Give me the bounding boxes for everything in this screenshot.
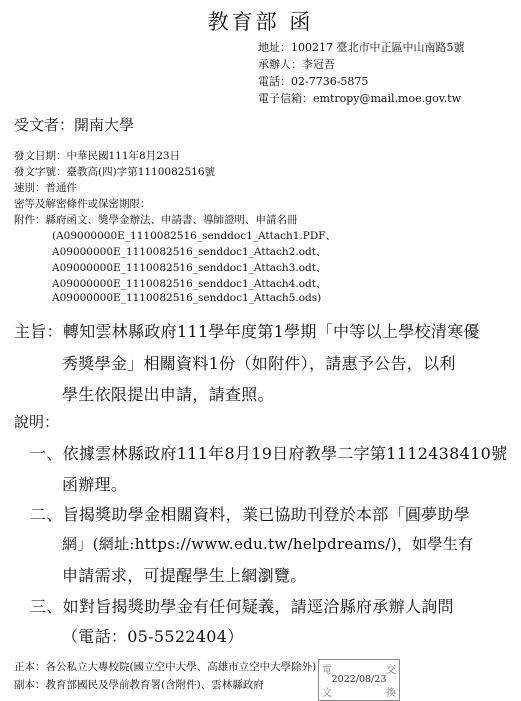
attachment-line: (A09000000E_1110082516_senddoc1_Attach1.PDF、 bbox=[52, 230, 337, 242]
issue-date: 發文日期：中華民國111年8月23日 bbox=[14, 150, 181, 162]
recipient: 受文者：開南大學 bbox=[14, 116, 135, 134]
original-recipients: 正本：各公私立大專校院(國立空中大學、高雄市立空中大學除外) bbox=[14, 661, 317, 673]
stamp-char: 文 bbox=[322, 688, 332, 699]
copy-recipients: 副本：教育部國民及學前教育署(含附件)、雲林縣政府 bbox=[14, 679, 264, 691]
sender-phone: 電話：02-7736-5875 bbox=[258, 75, 369, 88]
sender-email: 電子信箱：emtropy@mail.moe.gov.tw bbox=[258, 92, 461, 105]
sender-handler: 承辦人：李冠吾 bbox=[258, 58, 335, 71]
explanation-heading: 說明： bbox=[14, 413, 60, 431]
stamp-char: 換 bbox=[386, 688, 396, 699]
exchange-stamp bbox=[318, 659, 400, 701]
attachment-line: A09000000E_1110082516_senddoc1_Attach5.ods) bbox=[52, 292, 322, 304]
delivery-speed: 速別：普通件 bbox=[14, 182, 77, 194]
secrecy-level: 密等及解密條件或保密期限： bbox=[14, 198, 151, 210]
letter-title: 教育部 函 bbox=[207, 10, 314, 34]
explanation-item-3: （電話：05-5522404） bbox=[62, 627, 244, 646]
subject-line: 主旨：轉知雲林縣政府111學年度第1學期「中等以上學校清寒優 bbox=[14, 322, 480, 341]
explanation-item-2: 網」(網址:https://www.edu.tw/helpdreams/)，如學生有 bbox=[62, 535, 474, 553]
explanation-item-2: 二、旨揭獎助學金相關資料，業已協助刊登於本部「圓夢助學 bbox=[30, 505, 471, 524]
sender-address: 地址：100217 臺北市中正區中山南路5號 bbox=[258, 41, 465, 54]
attachment-line: A09000000E_1110082516_senddoc1_Attach4.odt、 bbox=[52, 278, 327, 290]
explanation-item-3: 三、如對旨揭獎助學金有任何疑義，請逕洽縣府承辦人詢問 bbox=[30, 597, 454, 616]
explanation-item-1: 一、依據雲林縣政府111年8月19日府教學二字第1112438410號 bbox=[30, 444, 508, 463]
issue-number: 發文字號：臺教高(四)字第1110082516號 bbox=[14, 166, 215, 178]
attachments-heading: 附件：縣府函文、獎學金辦法、申請書、導師證明、申請名冊 bbox=[14, 214, 298, 226]
explanation-item-1: 函辦理。 bbox=[62, 475, 128, 494]
stamp-char: 電 bbox=[322, 665, 332, 676]
stamp-date: 2022/08/23 bbox=[331, 674, 387, 685]
attachment-line: A09000000E_1110082516_senddoc1_Attach2.odt、 bbox=[52, 246, 327, 258]
subject-line: 秀獎學金」相關資料1份（如附件），請惠予公告，以利 bbox=[62, 354, 456, 373]
explanation-item-2: 申請需求，可提醒學生上網瀏覽。 bbox=[62, 566, 307, 585]
stamp-char: 交 bbox=[386, 665, 396, 676]
subject-line: 學生依限提出申請，請查照。 bbox=[62, 385, 274, 404]
attachment-line: A09000000E_1110082516_senddoc1_Attach3.odt、 bbox=[52, 262, 327, 274]
